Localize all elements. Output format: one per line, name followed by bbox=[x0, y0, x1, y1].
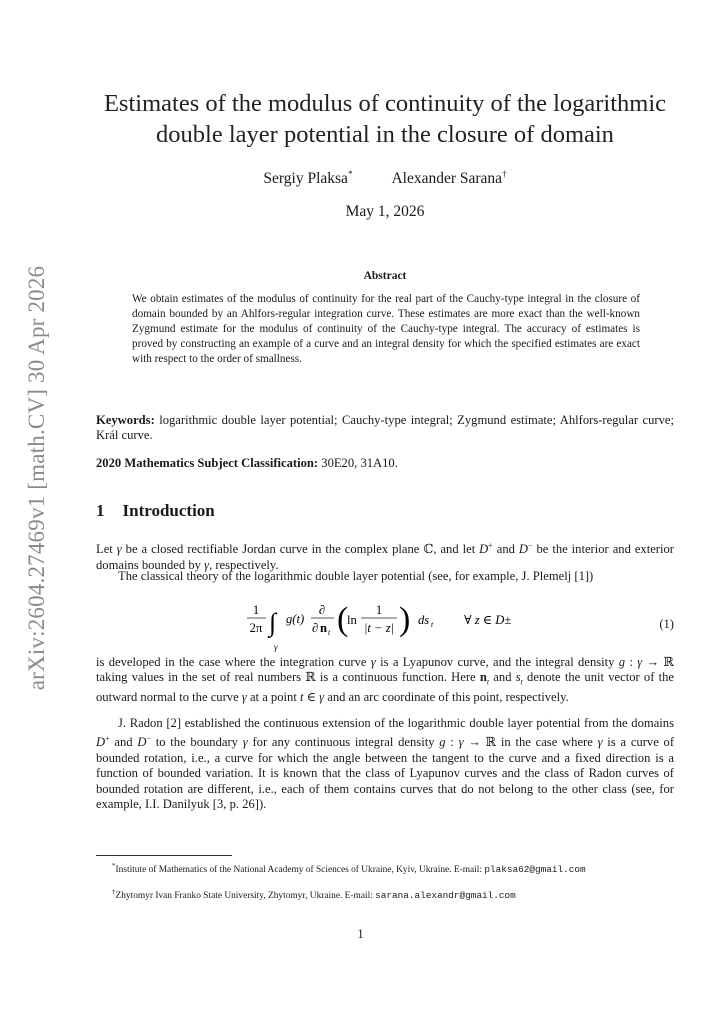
section-title: Introduction bbox=[122, 501, 215, 520]
svg-text:ds: ds bbox=[418, 613, 430, 627]
svg-text:t: t bbox=[431, 620, 434, 629]
paper-title: Estimates of the modulus of continuity of the logarithmic double layer potential in the closure of domain bbox=[103, 90, 667, 148]
abstract-text: We obtain estimates of the modulus of continuity for the real part of the Cauchy-type integral in the closure of domain bounded by an Ahlfors-regular integration curve. These estimates are more exact than the well-known Zygmund estimate for the modulus of continuity of the Cauchy-type integral. The accuracy of estimates is proved by constructing an example of a curve and an integral density for which the specified estimates are exact with respect to the order of smallness. bbox=[132, 293, 640, 365]
paragraph-1: Let γ be a closed rectifiable Jordan curve in the complex plane ℂ, and let D+ and D− be the interior and exterior domains bounded by γ, respectively. bbox=[96, 541, 674, 572]
paragraph-3: is developed in the case where the integration curve γ is a Lyapunov curve, and the integral density g : γ → ℝ taking values in the set of real numbers ℝ is a continuous function. Here $n_t$ and $s_t$ denote the unit vector of the outward normal to the curve γ at a point t ∈ γ and an arc coordinate of this point, respectively. bbox=[96, 655, 675, 705]
svg-text:ln: ln bbox=[347, 613, 357, 627]
author-sarana: Alexander Sarana† bbox=[391, 169, 507, 188]
msc-label: 2020 Mathematics Subject Classification: bbox=[96, 456, 319, 470]
footnote-1: *Institute of Mathematics of the National Academy of Sciences of Ukraine, Kyiv, Ukraine. E-mail: plaksa62@gmail.com bbox=[112, 862, 586, 876]
author-list bbox=[70, 169, 700, 188]
arxiv-sidebar-stamp bbox=[22, 265, 52, 691]
equation-1 bbox=[96, 600, 674, 652]
abstract-heading: Abstract bbox=[363, 270, 407, 282]
footnote-1-email[interactable]: plaksa62@gmail.com bbox=[484, 864, 586, 876]
svg-text:|t − z|: |t − z| bbox=[363, 621, 395, 635]
keywords-text: logarithmic double layer potential; Cauchy-type integral; Zygmund estimate; Ahlfors-regular curve; Král curve. bbox=[96, 413, 674, 443]
keywords-label: Keywords: bbox=[96, 413, 155, 427]
svg-text:γ: γ bbox=[274, 642, 278, 652]
svg-text:1: 1 bbox=[375, 603, 383, 617]
svg-text:1: 1 bbox=[252, 603, 260, 617]
paragraph-4: J. Radon [2] established the continuous extension of the logarithmic double layer potential from the domains D+ and D− to the boundary γ for any continuous integral density g : γ → ℝ in the case where γ is a curve of bounded rotation, i.e., a curve for which the angle between the tangent to the curve and a fixed direction is a function of bounded variation. It is known that the class of Lyapunov curves and the class of Radon curves of bounded rotation are different, i.e., each of them contains curves that do not belong to the other class (see, for example, I.I. Danilyuk [3, p. 26]). bbox=[96, 716, 675, 812]
svg-text:∫: ∫ bbox=[269, 608, 277, 637]
svg-text:g(t): g(t) bbox=[286, 612, 305, 626]
arxiv-id-text: arXiv:2604.27469v1 [math.CV] 30 Apr 2026 bbox=[24, 265, 49, 691]
svg-text:∂: ∂ bbox=[318, 603, 326, 617]
page-number: 1 bbox=[357, 927, 364, 941]
svg-text:n: n bbox=[320, 621, 328, 635]
equation-number: (1) bbox=[659, 617, 674, 631]
svg-text:∀ z ∈ D±: ∀ z ∈ D± bbox=[464, 613, 512, 627]
svg-text:(: ( bbox=[337, 601, 349, 638]
msc-classification bbox=[96, 456, 674, 471]
svg-text:2π: 2π bbox=[249, 621, 263, 635]
paragraph-2: The classical theory of the logarithmic double layer potential (see, for example, J. Plemelj [1]) bbox=[118, 569, 594, 583]
footnote-2-email[interactable]: sarana.alexandr@gmail.com bbox=[375, 890, 516, 902]
svg-text:): ) bbox=[399, 601, 411, 638]
section-heading bbox=[96, 501, 215, 521]
paper-date: May 1, 2026 bbox=[345, 203, 425, 220]
author-plaksa: Sergiy Plaksa* bbox=[263, 169, 353, 188]
section-number: 1 bbox=[96, 501, 105, 520]
svg-text:t: t bbox=[328, 628, 331, 637]
msc-text: 30E20, 31A10. bbox=[318, 456, 398, 470]
svg-text:∂: ∂ bbox=[312, 621, 319, 635]
footnote-rule bbox=[96, 855, 232, 856]
keywords bbox=[96, 413, 674, 444]
footnote-2: †Zhytomyr Ivan Franko State University, Zhytomyr, Ukraine. E-mail: sarana.alexandr@gmail.com bbox=[112, 888, 516, 902]
